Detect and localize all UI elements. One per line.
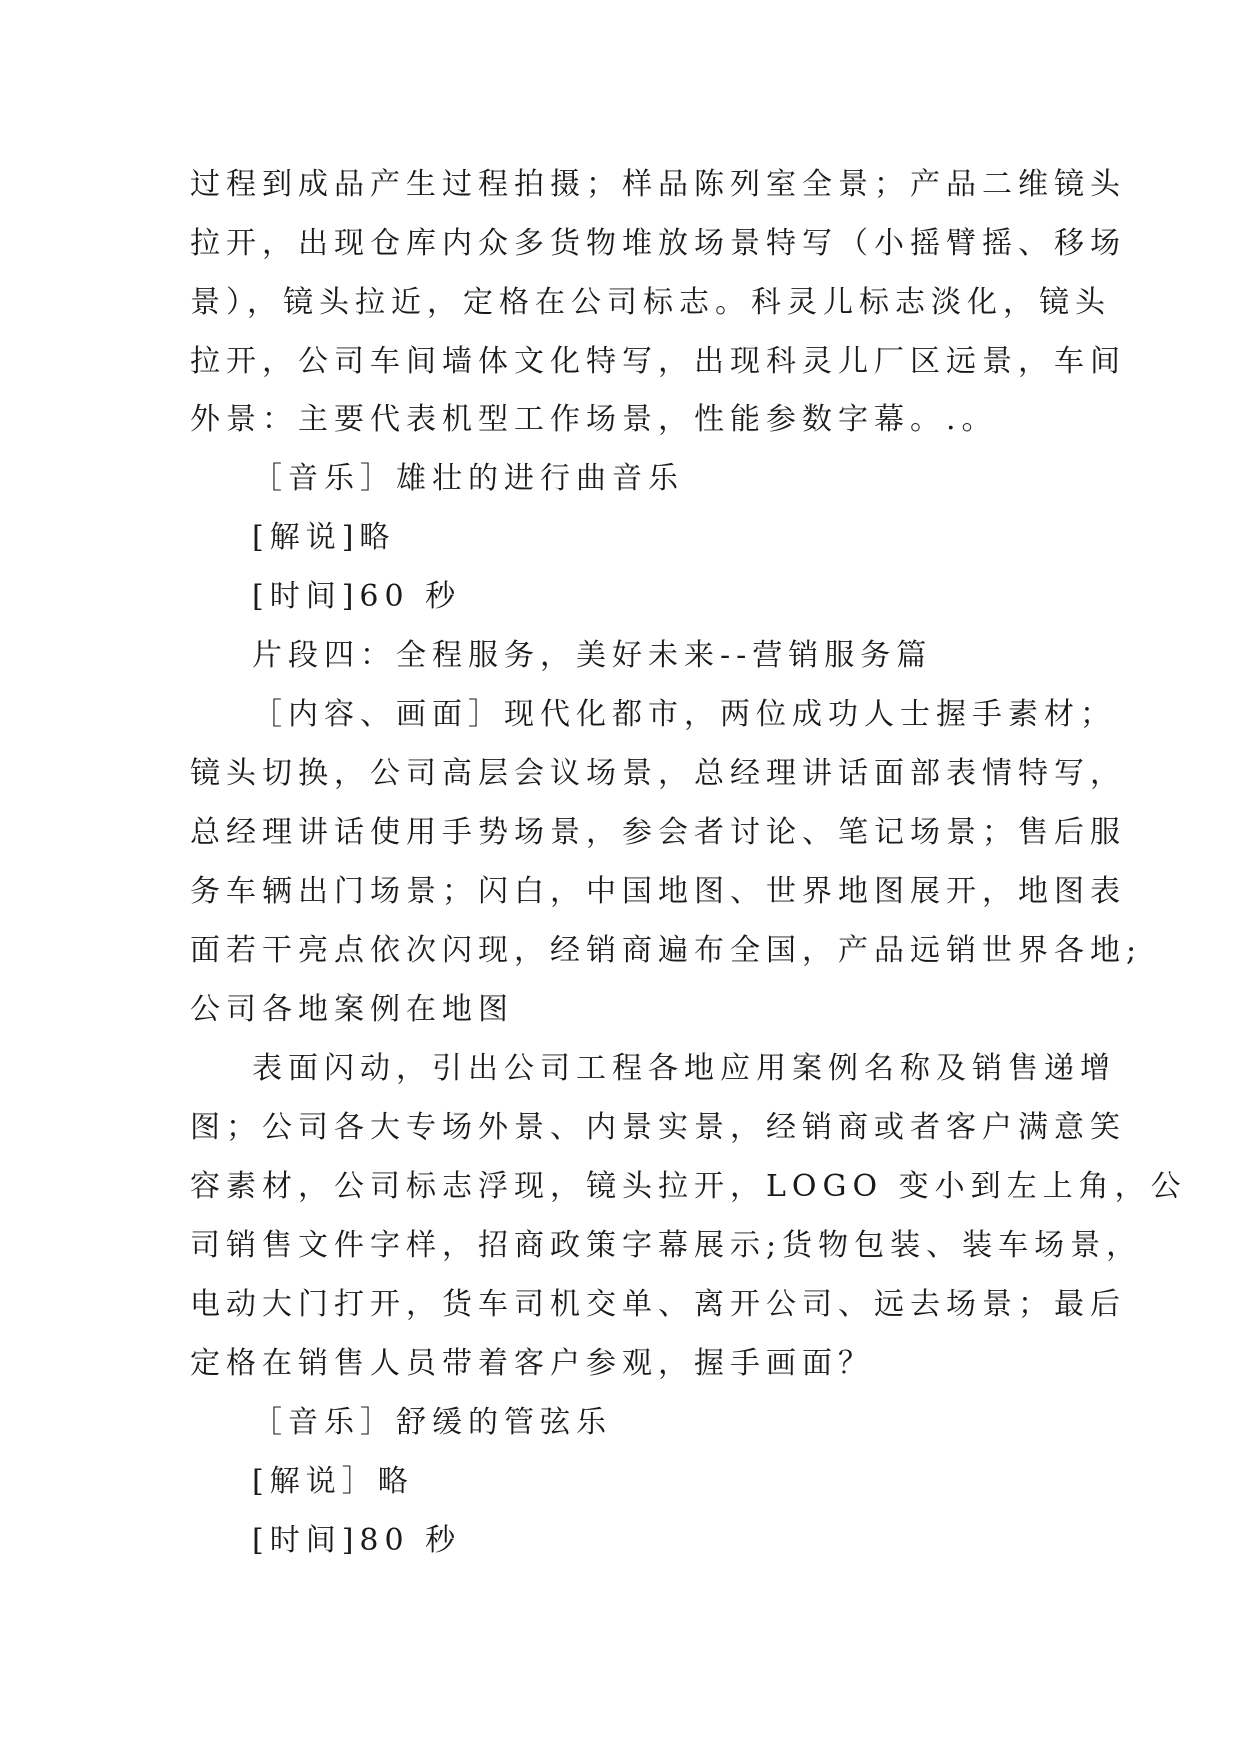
paragraph-line: 务车辆出门场景；闪白，中国地图、世界地图展开，地图表 xyxy=(190,874,1126,909)
paragraph-line: 拉开，出现仓库内众多货物堆放场景特写（小摇臂摇、移场 xyxy=(190,226,1126,261)
paragraph-line: 景），镜头拉近，定格在公司标志。科灵儿标志淡化，镜头 xyxy=(190,285,1111,320)
music-note: ［音乐］雄壮的进行曲音乐 xyxy=(252,461,684,496)
section-heading: 片段四：全程服务，美好未来--营销服务篇 xyxy=(252,638,933,673)
paragraph-line: 公司各地案例在地图 xyxy=(190,992,514,1027)
paragraph-line: 面若干亮点依次闪现，经销商遍布全国，产品远销世界各地; xyxy=(190,933,1143,968)
paragraph-line: 容素材，公司标志浮现，镜头拉开，LOGO 变小到左上角，公 xyxy=(190,1169,1187,1204)
narration-note: [解说］略 xyxy=(252,1464,414,1499)
paragraph-line: 电动大门打开，货车司机交单、离开公司、远去场景；最后 xyxy=(190,1287,1126,1322)
paragraph-line: 外景：主要代表机型工作场景，性能参数字幕。.。 xyxy=(190,402,998,437)
paragraph-line: 定格在销售人员带着客户参观，握手画面？ xyxy=(190,1346,874,1381)
time-note: [时间]80 秒 xyxy=(252,1523,462,1558)
paragraph-line: ［内容、画面］现代化都市，两位成功人士握手素材； xyxy=(252,697,1116,732)
paragraph-line: 过程到成品产生过程拍摄；样品陈列室全景；产品二维镜头 xyxy=(190,167,1126,202)
time-note: [时间]60 秒 xyxy=(252,579,462,614)
paragraph-line: 总经理讲话使用手势场景，参会者讨论、笔记场景；售后服 xyxy=(190,815,1126,850)
music-note: ［音乐］舒缓的管弦乐 xyxy=(252,1405,612,1440)
paragraph-line: 图；公司各大专场外景、内景实景，经销商或者客户满意笑 xyxy=(190,1110,1126,1145)
paragraph-line: 表面闪动，引出公司工程各地应用案例名称及销售递增 xyxy=(252,1051,1116,1086)
paragraph-line: 镜头切换，公司高层会议场景，总经理讲话面部表情特写， xyxy=(190,756,1126,791)
paragraph-line: 司销售文件字样，招商政策字幕展示;货物包装、装车场景， xyxy=(190,1228,1143,1263)
narration-note: [解说]略 xyxy=(252,520,396,555)
paragraph-line: 拉开，公司车间墙体文化特写，出现科灵儿厂区远景，车间 xyxy=(190,344,1126,379)
